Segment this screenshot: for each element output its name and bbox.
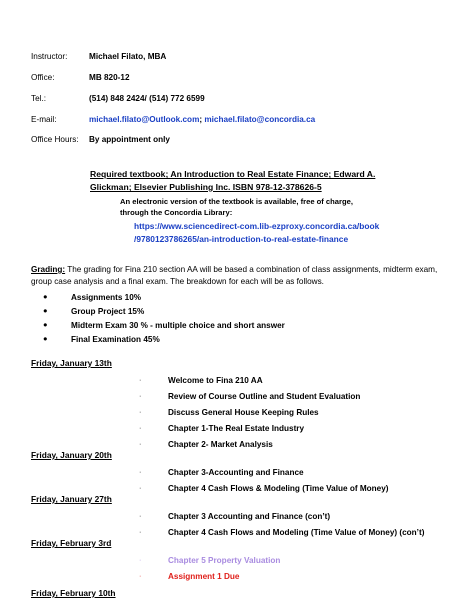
email-link-outlook[interactable]: michael.filato@Outlook.com: [89, 115, 200, 124]
textbook-line-2: Glickman; Elsevier Publishing Inc. ISBN 978-12-378626-5: [90, 182, 322, 192]
ebook-link-line-1[interactable]: https://www.sciencedirect-com.lib-ezproxy.concordia.ca/book: [134, 221, 380, 231]
schedule-topic: Welcome to Fina 210 AA: [168, 376, 263, 385]
instructor-value: Michael Filato, MBA: [89, 52, 167, 61]
topic-bullet: ·: [139, 573, 142, 580]
ebook-note-line-1: An electronic version of the textbook is available, free of charge,: [120, 197, 353, 206]
grading-paragraph-line-1: [31, 264, 437, 276]
textbook-line-1: Required textbook; An Introduction to Real Estate Finance; Edward A.: [90, 169, 376, 179]
tel-value: (514) 848 2424/ (514) 772 6599: [89, 94, 205, 103]
grading-item-midterm: ● Midterm Exam 30 % - multiple choice and short answer: [43, 321, 285, 335]
grading-text-1: The grading for Fina 210 section AA will be based a combination of class assignments, midterm exam,: [65, 265, 438, 274]
schedule-topic: Chapter 2- Market Analysis: [168, 440, 273, 449]
email-separator: ;: [199, 115, 203, 124]
schedule-date: Friday, February 3rd: [31, 538, 112, 548]
grading-item-assignments: ● Assignments 10%: [43, 293, 285, 307]
office-hours-value: By appointment only: [89, 135, 170, 144]
email-link-concordia[interactable]: michael.filato@concordia.ca: [204, 115, 316, 124]
grading-breakdown-list: [43, 293, 285, 349]
schedule-topic: Chapter 1-The Real Estate Industry: [168, 424, 305, 433]
email-label: E-mail:: [31, 115, 57, 124]
schedule-topic: Review of Course Outline and Student Evaluation: [168, 392, 361, 401]
schedule-topic: Assignment 1 Due: [168, 572, 240, 581]
ebook-note-line-2: through the Concordia Library:: [120, 208, 233, 217]
topic-bullet: ·: [139, 393, 142, 400]
topic-bullet: ·: [139, 557, 142, 564]
schedule-topic: Chapter 4 Cash Flows and Modeling (Time Value of Money) (con’t): [168, 528, 425, 537]
schedule-date: Friday, January 27th: [31, 494, 112, 504]
topic-bullet: ·: [139, 425, 142, 432]
office-hours-label: Office Hours:: [31, 135, 79, 144]
schedule-topic: Chapter 5 Property Valuation: [168, 556, 281, 565]
schedule-topic: Chapter 3-Accounting and Finance: [168, 468, 304, 477]
grading-item-final: ● Final Examination 45%: [43, 335, 285, 349]
topic-bullet: ·: [139, 513, 142, 520]
grading-text-2: group case analysis and a final exam. The breakdown for each will be as follows.: [31, 277, 324, 286]
office-value: MB 820-12: [89, 73, 130, 82]
office-label: Office:: [31, 73, 55, 82]
tel-label: Tel.:: [31, 94, 47, 103]
schedule-topic: Chapter 3 Accounting and Finance (con’t): [168, 512, 331, 521]
grading-item-group-project: ● Group Project 15%: [43, 307, 285, 321]
email-values: [89, 115, 315, 124]
topic-bullet: ·: [139, 377, 142, 384]
topic-bullet: ·: [139, 529, 142, 536]
topic-bullet: ·: [139, 409, 142, 416]
topic-bullet: ·: [139, 469, 142, 476]
ebook-link-line-2[interactable]: /9780123786265/an-introduction-to-real-estate-finance: [134, 234, 349, 244]
schedule-topic: Discuss General House Keeping Rules: [168, 408, 319, 417]
grading-label: Grading:: [31, 265, 66, 274]
topic-bullet: ·: [139, 485, 142, 492]
schedule-topic: Chapter 4 Cash Flows & Modeling (Time Value of Money): [168, 484, 389, 493]
schedule-date: Friday, January 13th: [31, 358, 112, 368]
schedule-date: Friday, February 10th: [31, 588, 116, 598]
topic-bullet: ·: [139, 441, 142, 448]
instructor-label: Instructor:: [31, 52, 68, 61]
schedule-date: Friday, January 20th: [31, 450, 112, 460]
